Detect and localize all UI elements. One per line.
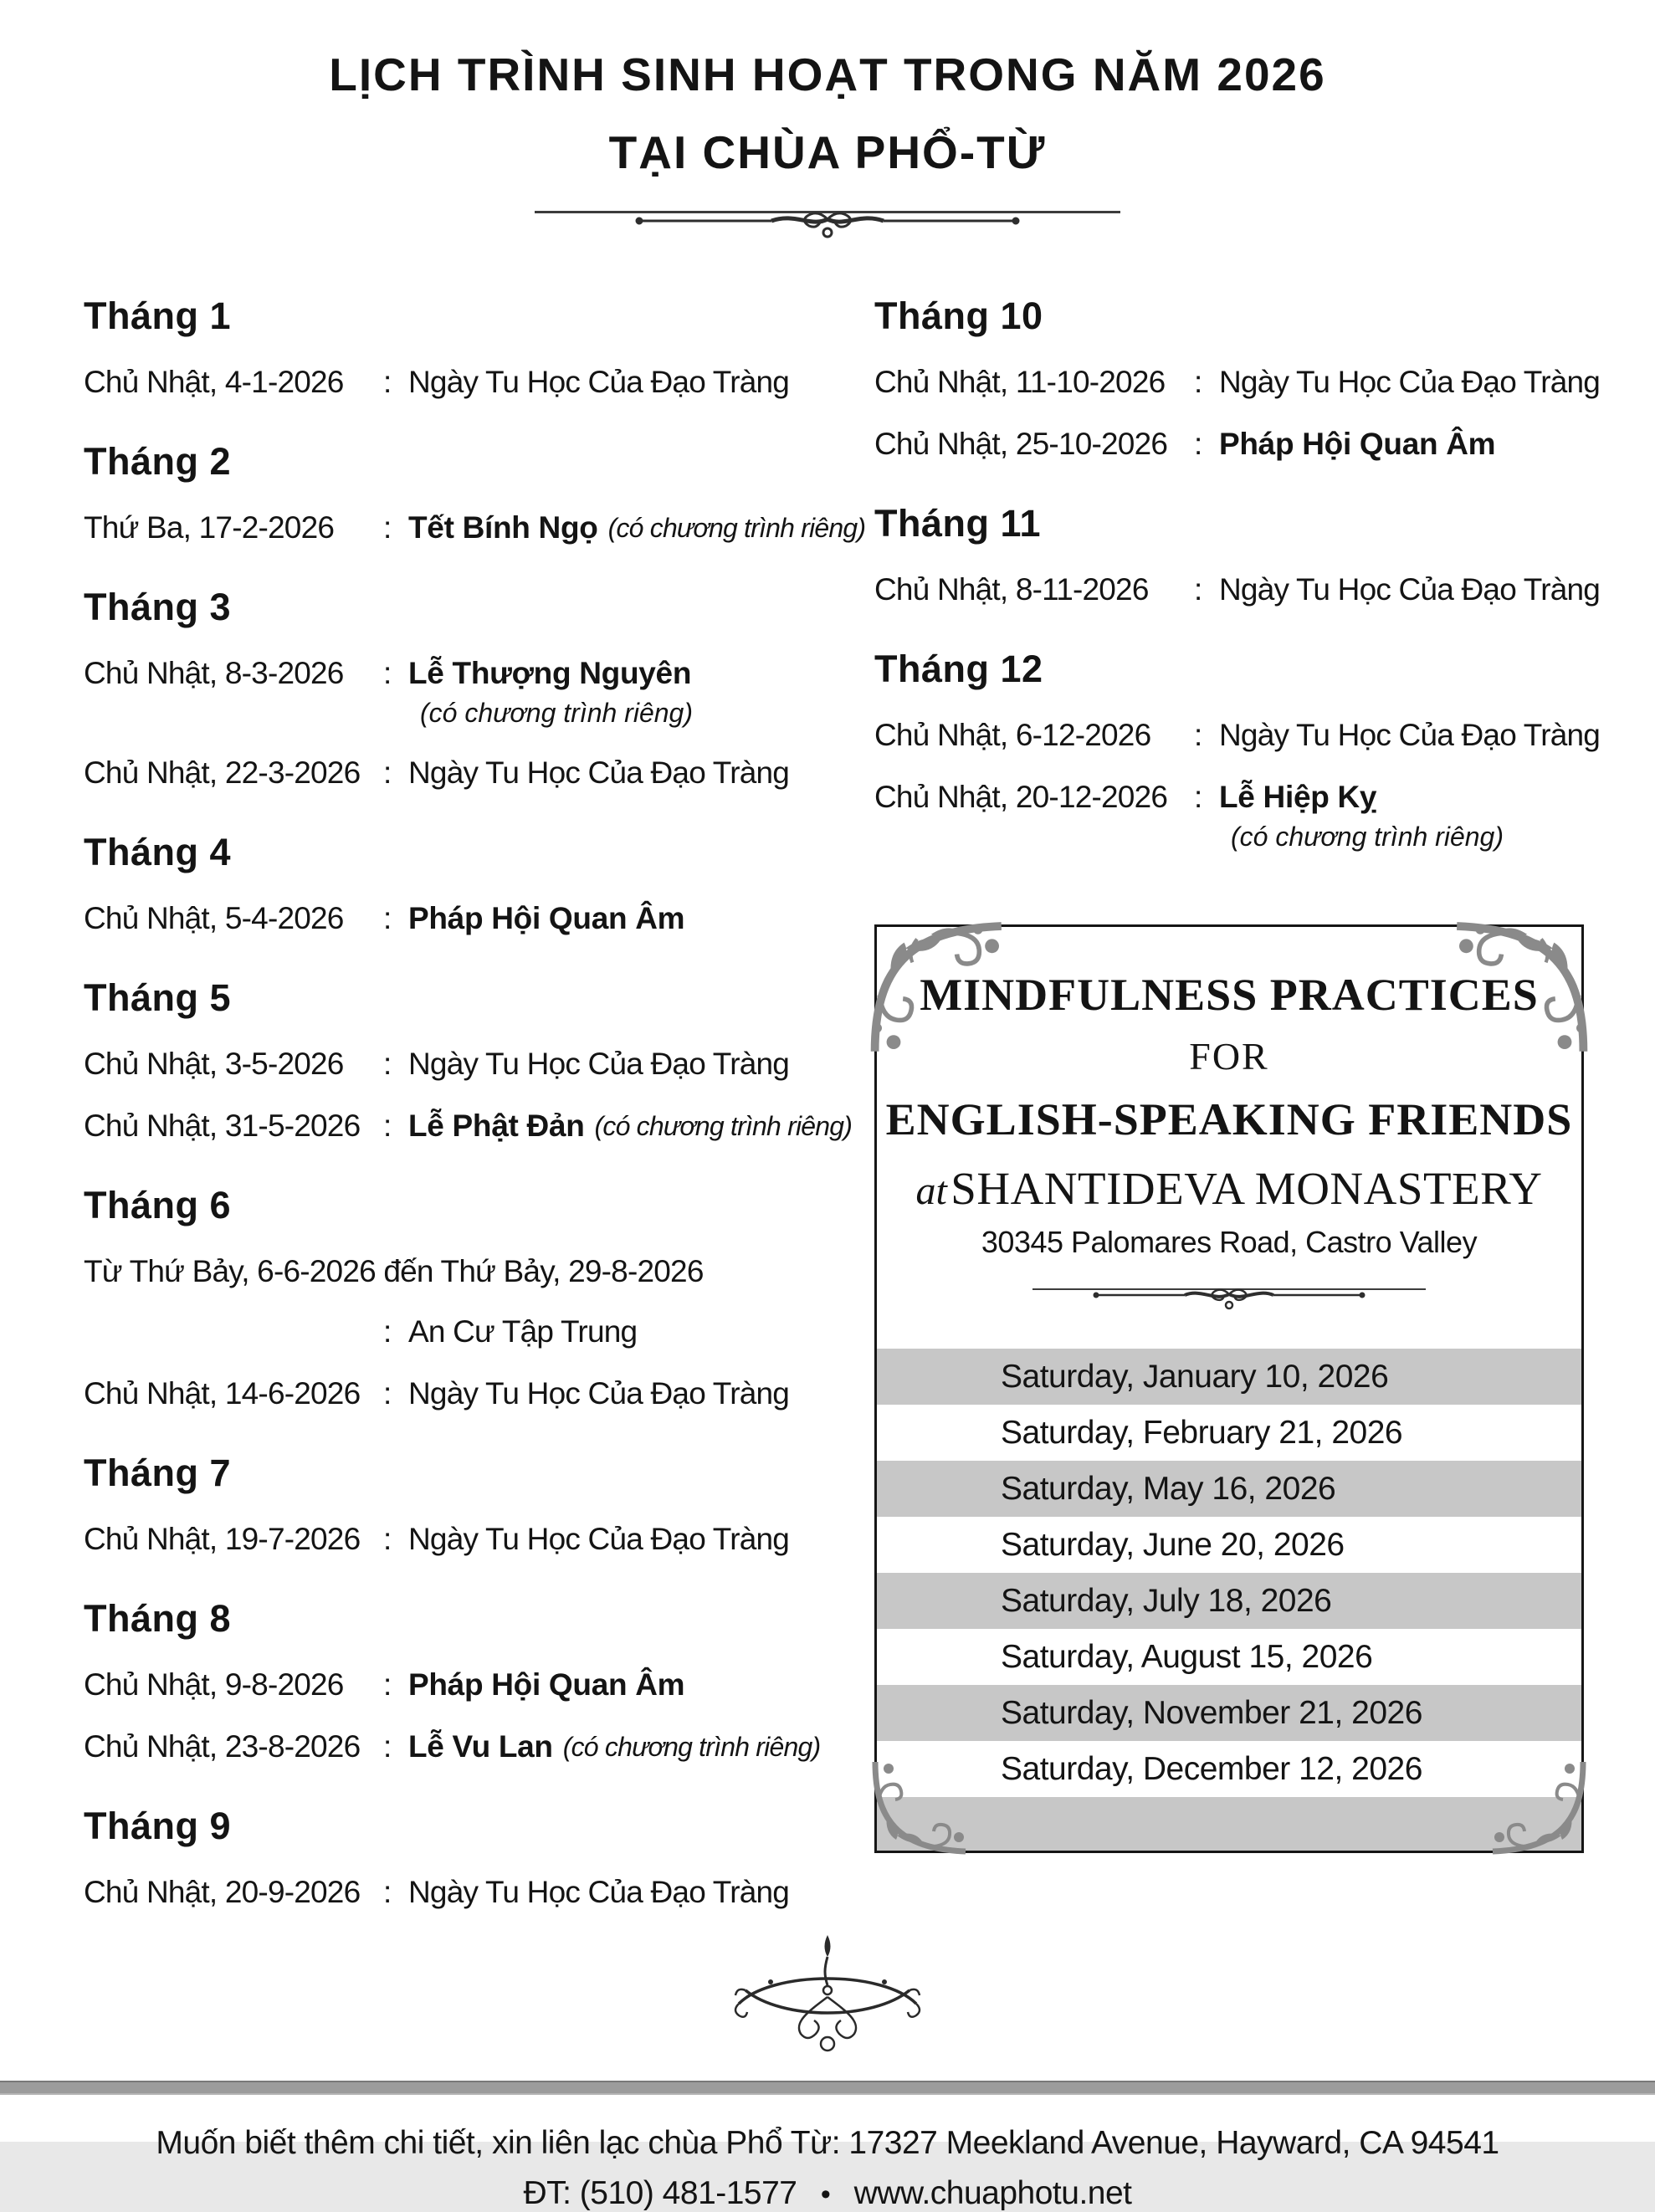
list-item: Saturday, January 10, 2026 [877, 1349, 1581, 1405]
schedule-entry [874, 780, 1584, 815]
schedule-column-right [874, 294, 1601, 1853]
month-heading: Tháng 8 [84, 1597, 232, 1640]
month-block-6 [84, 1184, 812, 1411]
month-block-12 [874, 648, 1601, 853]
footer-flourish-icon [727, 1932, 928, 2057]
saturday-date-list [877, 1349, 1581, 1851]
entry-event: Ngày Tu Học Của Đạo Tràng [408, 1376, 790, 1411]
flourish-divider-icon [1091, 1283, 1367, 1318]
month-block-7 [84, 1452, 812, 1557]
list-item: Saturday, August 15, 2026 [1001, 1638, 1373, 1675]
entry-event: Lễ Vu Lan [408, 1729, 553, 1764]
schedule-entry [874, 572, 1601, 607]
schedule-column-left [84, 294, 866, 1910]
box-title-for: FOR [1189, 1035, 1269, 1078]
list-item: Saturday, February 21, 2026 [1001, 1414, 1403, 1451]
schedule-entry [874, 427, 1584, 462]
month-heading: Tháng 1 [84, 294, 232, 337]
entry-date: Chủ Nhật, 23-8-2026 [84, 1729, 361, 1764]
entry-event: Ngày Tu Học Của Đạo Tràng [408, 1522, 790, 1556]
schedule-entry [84, 510, 866, 545]
month-block-8 [84, 1597, 821, 1764]
entry-colon: : [1194, 427, 1202, 461]
schedule-entry [84, 1109, 853, 1144]
month-heading: Tháng 10 [874, 294, 1043, 337]
list-item: Saturday, May 16, 2026 [877, 1461, 1581, 1517]
entry-event: Ngày Tu Học Của Đạo Tràng [408, 1875, 790, 1909]
entry-date: Chủ Nhật, 22-3-2026 [84, 755, 361, 790]
mindfulness-box-content [877, 927, 1581, 1851]
month-heading: Tháng 7 [84, 1452, 232, 1494]
entry-date: Chủ Nhật, 4-1-2026 [84, 365, 344, 399]
entry-event: An Cư Tập Trung [408, 1314, 638, 1349]
schedule-entry-continuation [383, 1314, 812, 1349]
entry-event: Pháp Hội Quan Âm [1219, 427, 1496, 461]
month-heading: Tháng 11 [874, 502, 1042, 545]
entry-colon: : [383, 1875, 392, 1909]
entry-date: Chủ Nhật, 6-12-2026 [874, 718, 1151, 752]
schedule-entry [84, 365, 812, 400]
schedule-entry [84, 1254, 812, 1289]
month-heading: Tháng 5 [84, 976, 232, 1019]
entry-date: Chủ Nhật, 3-5-2026 [84, 1047, 344, 1081]
entry-note-below: (có chương trình riêng) [1231, 822, 1504, 852]
entry-colon: : [383, 1047, 392, 1081]
page-title-line2: TẠI CHÙA PHỔ-TỪ [608, 126, 1047, 178]
footer-contact-line1: Muốn biết thêm chi tiết, xin liên lạc chùa Phổ Từ: 17327 Meekland Avenue, Hayward, CA 94541 [156, 2125, 1499, 2161]
entry-colon: : [383, 1376, 392, 1411]
bullet-separator: • [820, 2179, 831, 2211]
list-item: Saturday, July 18, 2026 [877, 1573, 1581, 1629]
month-block-5 [84, 976, 853, 1144]
entry-colon: : [383, 365, 392, 399]
entry-note: (có chương trình riêng) [562, 1731, 821, 1762]
entry-date: Chủ Nhật, 19-7-2026 [84, 1522, 361, 1556]
footer-phone: ĐT: (510) 481-1577 [523, 2175, 797, 2211]
entry-colon: : [383, 1314, 392, 1349]
box-title-line2: ENGLISH-SPEAKING FRIENDS [885, 1094, 1573, 1144]
floral-corner-icon [1447, 920, 1588, 1061]
schedule-entry [84, 1376, 812, 1411]
month-block-3 [84, 586, 812, 791]
entry-event: Pháp Hội Quan Âm [408, 1667, 685, 1702]
footer-contact-line2 [0, 2175, 1655, 2212]
floral-corner-icon [1486, 1755, 1586, 1856]
month-block-4 [84, 831, 812, 936]
entry-note-below: (có chương trình riêng) [420, 698, 693, 728]
footer-website: www.chuaphotu.net [853, 2175, 1132, 2211]
entry-colon: : [383, 1522, 392, 1556]
entry-date: Chủ Nhật, 8-11-2026 [874, 572, 1149, 607]
box-divider [1032, 1283, 1426, 1324]
schedule-entry [84, 656, 812, 691]
box-at-word: at [915, 1169, 947, 1213]
entry-colon: : [383, 510, 392, 545]
month-heading: Tháng 12 [874, 648, 1043, 690]
entry-date: Chủ Nhật, 9-8-2026 [84, 1667, 344, 1702]
schedule-entry [874, 718, 1601, 753]
bottom-gray-band [877, 1797, 1581, 1851]
entry-date: Chủ Nhật, 5-4-2026 [84, 901, 344, 935]
entry-event: Ngày Tu Học Của Đạo Tràng [1219, 572, 1601, 607]
schedule-entry [84, 1522, 812, 1557]
month-heading: Tháng 4 [84, 831, 232, 873]
entry-event: Ngày Tu Học Của Đạo Tràng [408, 755, 790, 790]
entry-colon: : [1194, 780, 1202, 814]
schedule-entry [84, 1667, 812, 1703]
entry-date-range: Từ Thứ Bảy, 6-6-2026 đến Thứ Bảy, 29-8-2026 [84, 1254, 704, 1288]
entry-colon: : [383, 755, 392, 790]
month-block-9 [84, 1805, 812, 1910]
entry-colon: : [1194, 365, 1202, 399]
month-heading: Tháng 6 [84, 1184, 232, 1226]
entry-note: (có chương trình riêng) [594, 1110, 853, 1141]
entry-colon: : [383, 1109, 392, 1143]
entry-event: Lễ Phật Đản [408, 1109, 585, 1143]
flourish-divider-icon [631, 204, 1024, 251]
schedule-entry [84, 1875, 812, 1910]
box-location-line [877, 1162, 1581, 1215]
schedule-entry [84, 755, 812, 791]
box-monastery-name: SHANTIDEVA MONASTERY [950, 1163, 1543, 1214]
schedule-columns [0, 294, 1655, 1910]
entry-event: Pháp Hội Quan Âm [408, 901, 685, 935]
entry-date: Thứ Ba, 17-2-2026 [84, 510, 335, 545]
entry-event: Ngày Tu Học Của Đạo Tràng [1219, 718, 1601, 752]
month-block-1 [84, 294, 812, 400]
footer-rule [0, 2081, 1655, 2095]
header [0, 0, 1655, 256]
entry-event: Ngày Tu Học Của Đạo Tràng [1219, 365, 1601, 399]
list-item: Saturday, December 12, 2026 [1001, 1750, 1422, 1787]
entry-date: Chủ Nhật, 11-10-2026 [874, 365, 1166, 399]
list-item: Saturday, June 20, 2026 [1001, 1526, 1345, 1563]
box-title-line1: MINDFULNESS PRACTICES [920, 970, 1539, 1020]
list-item: Saturday, November 21, 2026 [877, 1685, 1581, 1741]
page-title-line1: LỊCH TRÌNH SINH HOẠT TRONG NĂM 2026 [329, 49, 1326, 100]
month-heading: Tháng 3 [84, 586, 232, 628]
entry-date: Chủ Nhật, 20-9-2026 [84, 1875, 361, 1909]
entry-date: Chủ Nhật, 14-6-2026 [84, 1376, 361, 1411]
entry-event: Tết Bính Ngọ [408, 510, 598, 545]
month-block-10 [874, 294, 1601, 462]
entry-event: Lễ Hiệp Kỵ [1219, 780, 1377, 814]
title-divider [535, 204, 1120, 256]
entry-colon: : [383, 656, 392, 690]
floral-corner-icon [870, 920, 1011, 1061]
schedule-entry [874, 365, 1601, 400]
month-heading: Tháng 9 [84, 1805, 232, 1847]
entry-colon: : [1194, 572, 1202, 607]
floral-corner-icon [872, 1755, 972, 1856]
schedule-entry [84, 1729, 821, 1764]
entry-colon: : [383, 1667, 392, 1702]
entry-colon: : [383, 1729, 392, 1764]
entry-event: Ngày Tu Học Của Đạo Tràng [408, 365, 790, 399]
mindfulness-box [874, 924, 1584, 1853]
entry-event: Ngày Tu Học Của Đạo Tràng [408, 1047, 790, 1081]
entry-note: (có chương trình riêng) [607, 512, 866, 543]
box-address: 30345 Palomares Road, Castro Valley [981, 1225, 1478, 1259]
entry-colon: : [383, 901, 392, 935]
entry-colon: : [1194, 718, 1202, 752]
entry-date: Chủ Nhật, 31-5-2026 [84, 1109, 361, 1143]
schedule-entry [84, 901, 812, 936]
schedule-entry [84, 1047, 812, 1082]
month-heading: Tháng 2 [84, 440, 232, 483]
month-block-11 [874, 502, 1601, 607]
entry-date: Chủ Nhật, 20-12-2026 [874, 780, 1168, 814]
month-block-2 [84, 440, 866, 545]
entry-date: Chủ Nhật, 25-10-2026 [874, 427, 1168, 461]
entry-date: Chủ Nhật, 8-3-2026 [84, 656, 344, 690]
entry-event: Lễ Thượng Nguyên [408, 656, 692, 690]
